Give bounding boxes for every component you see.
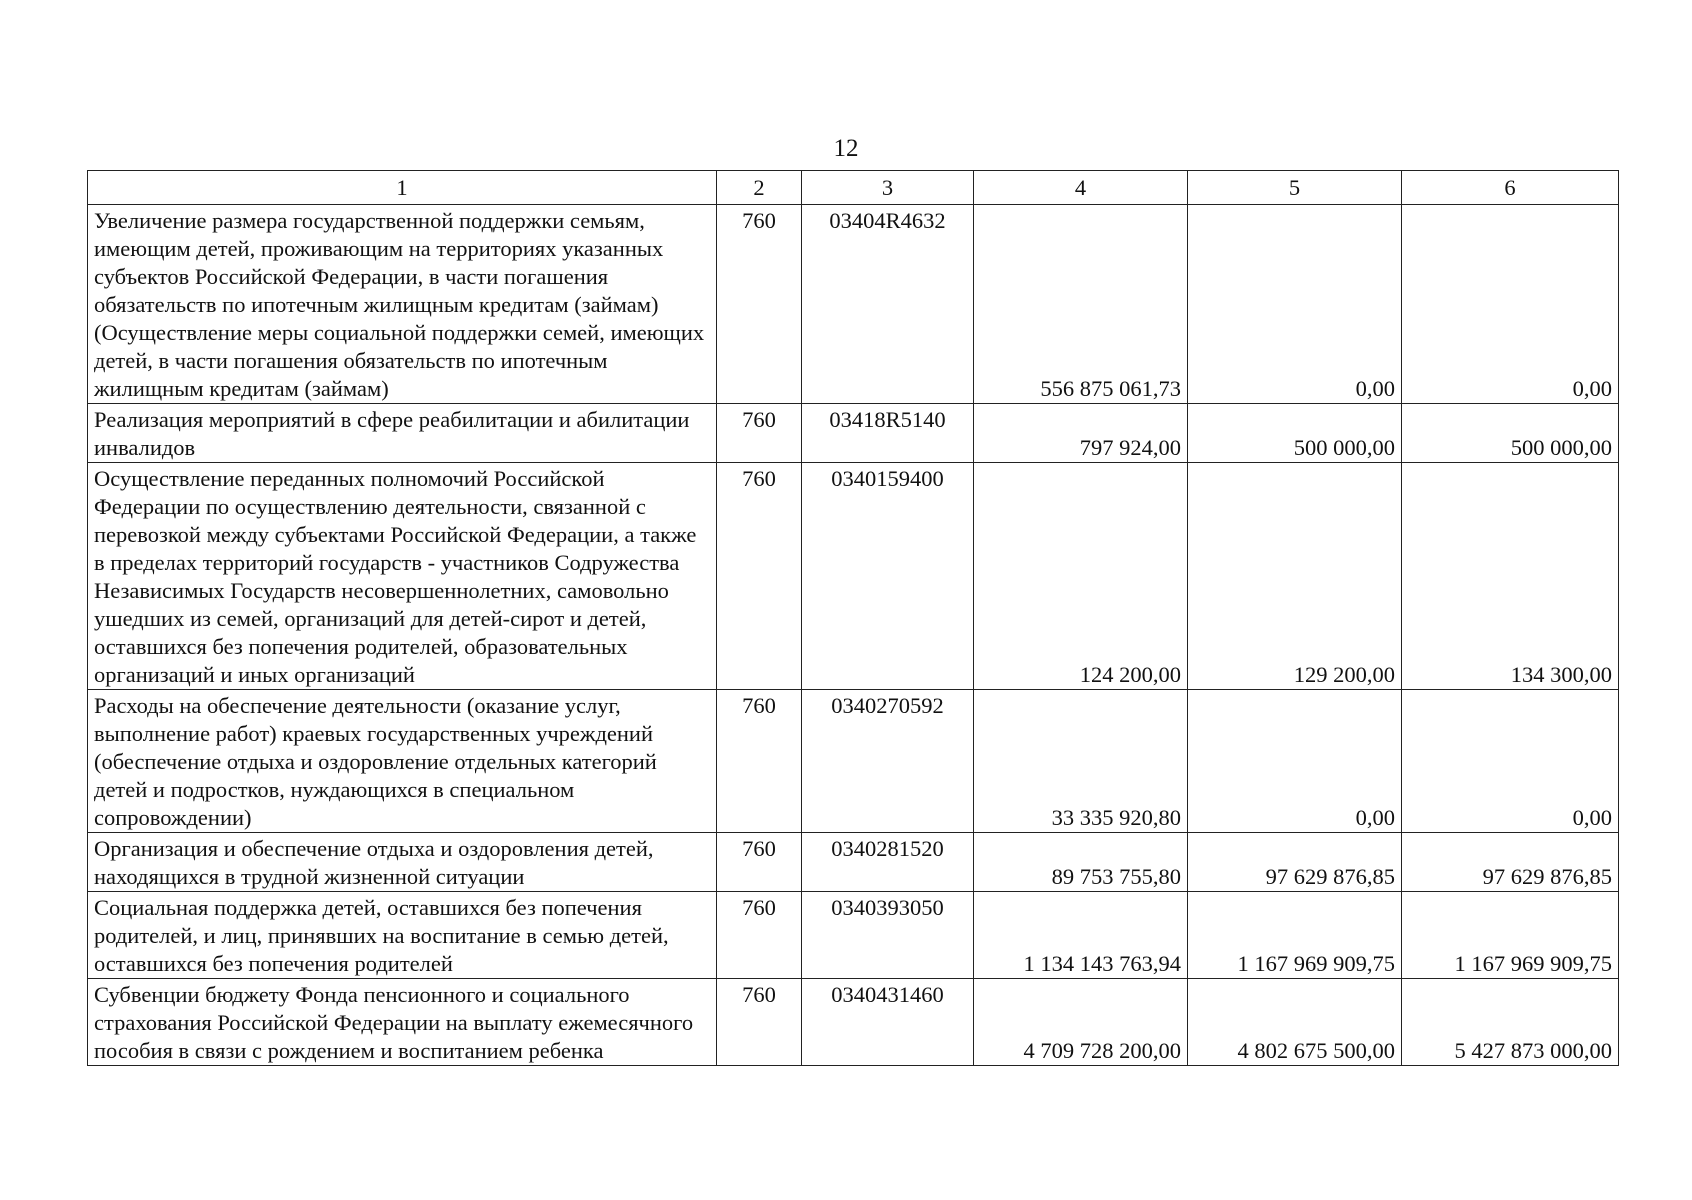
table-row [88,833,1619,892]
grbs-code: 760 [717,404,802,463]
expense-name: Организация и обеспечение отдыха и оздоровления детей, находящихся в трудной жизненной ситуации [88,833,717,892]
column-header-4: 4 [974,171,1188,205]
column-header-2: 2 [717,171,802,205]
expense-name: Увеличение размера государственной поддержки семьям, имеющим детей, проживающим на территориях указанных субъектов Российской Федерации, в части погашения обязательств по ипотечным жилищным кредитам (займам) (Осуществление меры социальной поддержки семей, имеющих детей, в части погашения обязательств по ипотечным жилищным кредитам (займам) [88,205,717,404]
amount-col6: 134 300,00 [1402,463,1619,690]
amount-col6: 500 000,00 [1402,404,1619,463]
grbs-code: 760 [717,690,802,833]
expense-name: Социальная поддержка детей, оставшихся без попечения родителей, и лиц, принявших на воспитание в семью детей, оставшихся без попечения родителей [88,892,717,979]
table-row [88,690,1619,833]
column-number-row [88,171,1619,205]
table-row [88,404,1619,463]
grbs-code: 760 [717,833,802,892]
grbs-code: 760 [717,979,802,1066]
table-row [88,205,1619,404]
page-number: 12 [833,135,859,162]
amount-col4: 1 134 143 763,94 [974,892,1188,979]
target-article-code: 0340393050 [802,892,974,979]
target-article-code: 0340270592 [802,690,974,833]
amount-col5: 0,00 [1188,205,1402,404]
amount-col4: 797 924,00 [974,404,1188,463]
budget-table [87,170,1619,1066]
target-article-code: 0340281520 [802,833,974,892]
amount-col6: 0,00 [1402,690,1619,833]
amount-col6: 97 629 876,85 [1402,833,1619,892]
amount-col5: 4 802 675 500,00 [1188,979,1402,1066]
target-article-code: 03404R4632 [802,205,974,404]
column-header-3: 3 [802,171,974,205]
amount-col6: 1 167 969 909,75 [1402,892,1619,979]
amount-col5: 500 000,00 [1188,404,1402,463]
expense-name: Расходы на обеспечение деятельности (оказание услуг, выполнение работ) краевых государственных учреждений (обеспечение отдыха и оздоровление отдельных категорий детей и подростков, нуждающихся в специальном сопровождении) [88,690,717,833]
table-row [88,979,1619,1066]
column-header-1: 1 [88,171,717,205]
amount-col5: 129 200,00 [1188,463,1402,690]
amount-col4: 89 753 755,80 [974,833,1188,892]
grbs-code: 760 [717,463,802,690]
expense-name: Реализация мероприятий в сфере реабилитации и абилитации инвалидов [88,404,717,463]
table-row [88,463,1619,690]
amount-col5: 0,00 [1188,690,1402,833]
amount-col4: 124 200,00 [974,463,1188,690]
grbs-code: 760 [717,892,802,979]
column-header-6: 6 [1402,171,1619,205]
amount-col4: 33 335 920,80 [974,690,1188,833]
expense-name: Субвенции бюджету Фонда пенсионного и социального страхования Российской Федерации на выплату ежемесячного пособия в связи с рождением и воспитанием ребенка [88,979,717,1066]
table-row [88,892,1619,979]
amount-col6: 5 427 873 000,00 [1402,979,1619,1066]
amount-col6: 0,00 [1402,205,1619,404]
amount-col4: 4 709 728 200,00 [974,979,1188,1066]
grbs-code: 760 [717,205,802,404]
amount-col4: 556 875 061,73 [974,205,1188,404]
amount-col5: 1 167 969 909,75 [1188,892,1402,979]
expense-name: Осуществление переданных полномочий Российской Федерации по осуществлению деятельности, связанной с перевозкой между субъектами Российской Федерации, а также в пределах территорий государств - участников Содружества Независимых Государств несовершеннолетних, самовольно ушедших из семей, организаций для детей-сирот и детей, оставшихся без попечения родителей, образовательных организаций и иных организаций [88,463,717,690]
column-header-5: 5 [1188,171,1402,205]
target-article-code: 0340159400 [802,463,974,690]
amount-col5: 97 629 876,85 [1188,833,1402,892]
target-article-code: 03418R5140 [802,404,974,463]
target-article-code: 0340431460 [802,979,974,1066]
